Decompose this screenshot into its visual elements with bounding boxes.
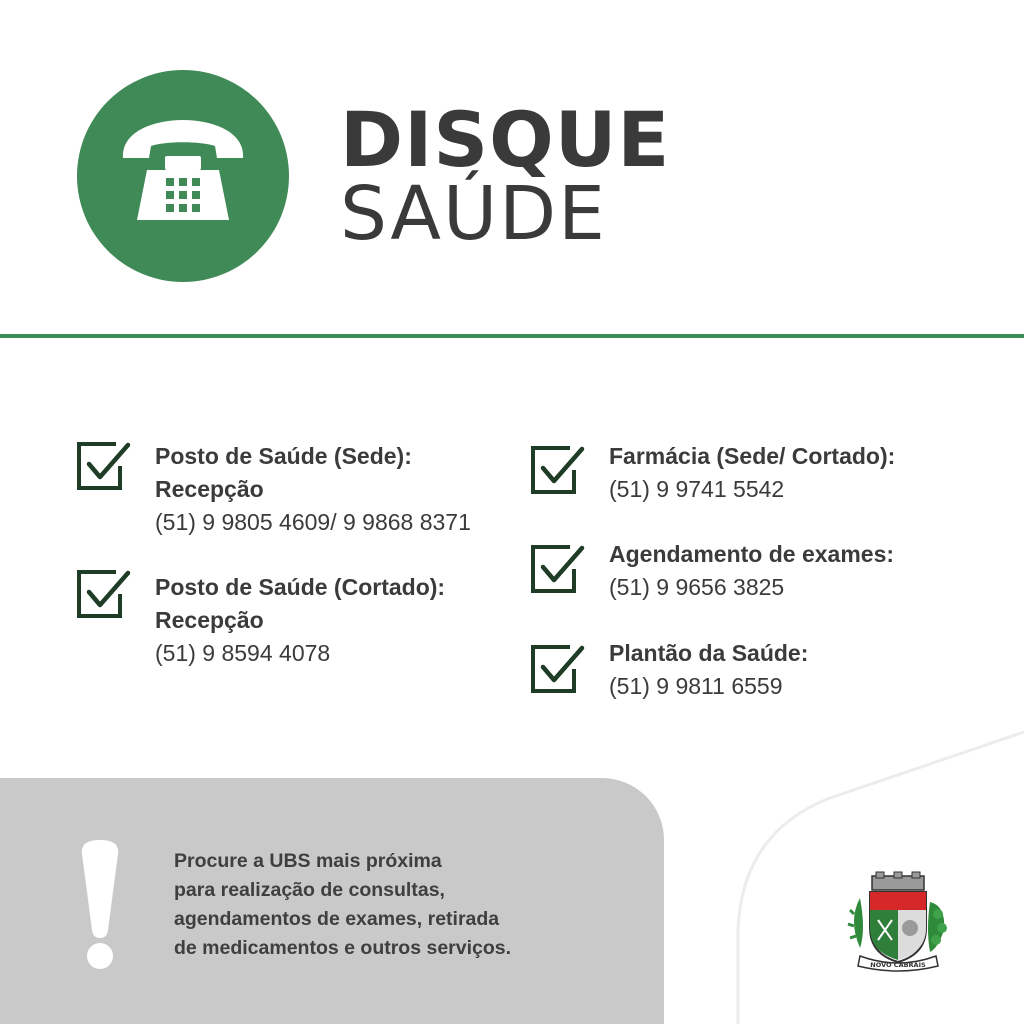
contact-title: Posto de Saúde (Cortado): bbox=[155, 574, 446, 600]
crest-motto: NOVO CABRAIS bbox=[870, 961, 926, 969]
contact-title: Farmácia (Sede/ Cortado): bbox=[609, 443, 896, 469]
checkbox-checked-icon bbox=[530, 643, 586, 695]
notice-line: para realização de consultas, bbox=[174, 879, 445, 901]
contact-posto-cortado bbox=[155, 571, 445, 670]
header-divider bbox=[0, 334, 1024, 338]
municipal-crest-icon bbox=[846, 870, 950, 974]
title-main: DISQUE bbox=[340, 95, 671, 184]
exclamation-icon bbox=[76, 838, 126, 974]
notice-line: Procure a UBS mais próxima bbox=[174, 850, 442, 872]
page-title bbox=[340, 95, 671, 257]
notice-text bbox=[174, 847, 634, 963]
contact-phone: (51) 9 9656 3825 bbox=[609, 574, 785, 600]
checkbox-checked-icon bbox=[76, 568, 132, 620]
title-sub: SAÚDE bbox=[340, 171, 607, 257]
contact-phone: (51) 9 9811 6559 bbox=[609, 673, 783, 699]
checkbox-checked-icon bbox=[76, 440, 132, 492]
checkbox-checked-icon bbox=[530, 444, 586, 496]
contact-subtitle: Recepção bbox=[155, 476, 264, 502]
notice-line: de medicamentos e outros serviços. bbox=[174, 937, 512, 959]
contact-posto-sede bbox=[155, 440, 471, 539]
contact-title: Posto de Saúde (Sede): bbox=[155, 443, 412, 469]
contact-title: Plantão da Saúde: bbox=[609, 640, 809, 666]
contact-agendamento bbox=[609, 538, 894, 604]
contact-plantao bbox=[609, 637, 808, 703]
telephone-icon bbox=[77, 70, 289, 282]
contact-phone: (51) 9 9741 5542 bbox=[609, 476, 785, 502]
contact-phone: (51) 9 9805 4609/ 9 9868 8371 bbox=[155, 509, 471, 535]
contact-farmacia bbox=[609, 440, 895, 506]
phone-badge bbox=[77, 70, 289, 282]
contact-subtitle: Recepção bbox=[155, 607, 264, 633]
notice-line: agendamentos de exames, retirada bbox=[174, 908, 500, 930]
checkbox-checked-icon bbox=[530, 543, 586, 595]
contact-title: Agendamento de exames: bbox=[609, 541, 895, 567]
contact-phone: (51) 9 8594 4078 bbox=[155, 640, 331, 666]
